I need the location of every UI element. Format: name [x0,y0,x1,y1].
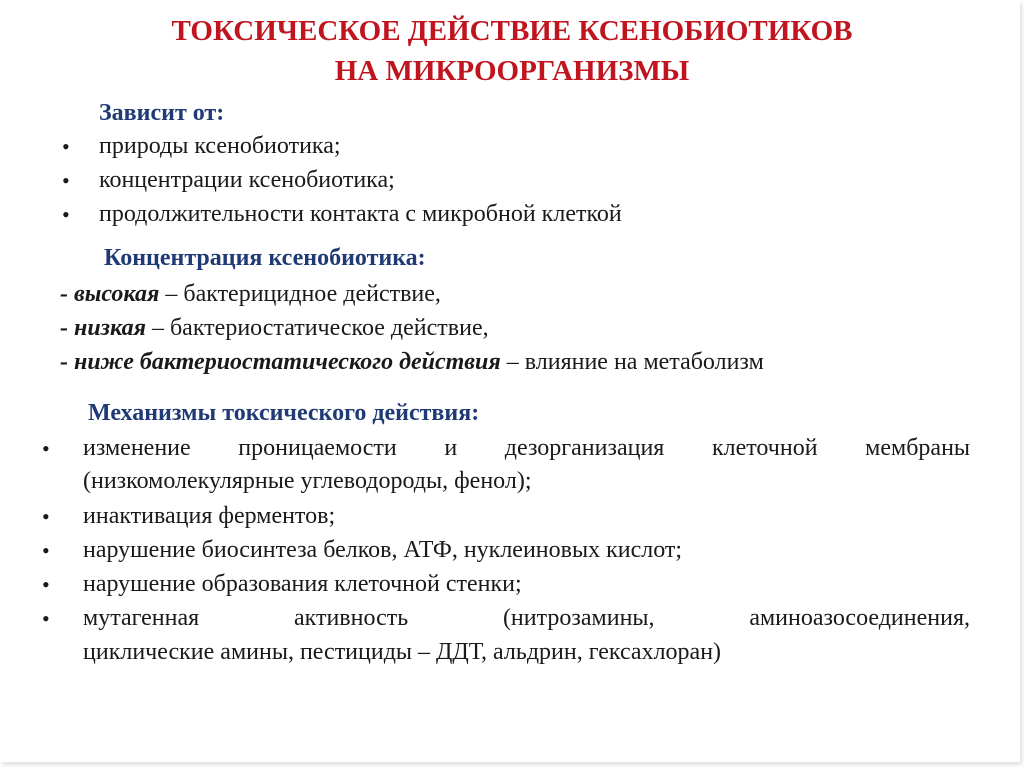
word: и [444,435,458,461]
concentration-item-2-rest: – бактериостатическое действие, [145,315,489,341]
bullet-marker: • [42,436,50,461]
mechanisms-item-1-line-2: (низкомолекулярные углеводороды, фенол); [83,468,532,494]
mechanisms-item-2: инактивация ферментов; [83,503,336,529]
word: мутагенная [83,605,200,631]
bullet-marker: • [42,572,50,597]
concentration-item-1 [60,279,441,309]
word: аминоазосоединения, [749,605,970,631]
slide-title-line-2: НА МИКРООРГАНИЗМЫ [334,55,690,87]
mechanisms-item-5-line-1 [83,603,970,633]
bullet-marker: • [62,134,70,159]
concentration-item-1-rest: – бактерицидное действие, [159,281,441,307]
depends-item-2: концентрации ксенобиотика; [99,167,395,193]
word: дезорганизация [504,435,665,461]
bullet-marker: • [42,504,50,529]
mechanisms-item-4: нарушение образования клеточной стенки; [83,571,522,597]
concentration-item-2 [60,313,489,343]
mechanisms-item-1-line-1 [83,433,970,463]
bullet-marker: • [42,606,50,631]
concentration-item-2-prefix: - [60,315,74,341]
mechanisms-item-5-line-2: циклические амины, пестициды – ДДТ, альдрин, гексахлоран) [83,639,722,665]
concentration-item-3-rest: – влияние на метаболизм [500,349,764,375]
mechanisms-item-3: нарушение биосинтеза белков, АТФ, нуклеиновых кислот; [83,537,683,563]
word: клеточной [711,435,818,461]
depends-heading: Зависит от: [99,100,225,126]
concentration-item-1-prefix: - [60,281,74,307]
slide-title-line-1: ТОКСИЧЕСКОЕ ДЕЙСТВИЕ КСЕНОБИОТИКОВ [171,15,853,47]
depends-item-3: продолжительности контакта с микробной клеткой [99,201,622,227]
concentration-item-1-term: высокая [74,281,160,307]
word: мембраны [865,435,971,461]
word: активность [293,605,409,631]
concentration-heading: Концентрация ксенобиотика: [104,245,426,271]
concentration-item-2-term: низкая [74,315,146,341]
word: проницаемости [238,435,397,461]
concentration-item-3-term: ниже бактериостатического действия [74,349,501,375]
bullet-marker: • [42,538,50,563]
mechanisms-heading: Механизмы токсического действия: [88,400,480,426]
word: изменение [83,435,191,461]
concentration-item-3 [60,347,764,377]
bullet-marker: • [62,168,70,193]
depends-item-1: природы ксенобиотика; [99,133,341,159]
concentration-item-3-prefix: - [60,349,74,375]
word: (нитрозамины, [502,605,655,631]
bullet-marker: • [62,202,70,227]
